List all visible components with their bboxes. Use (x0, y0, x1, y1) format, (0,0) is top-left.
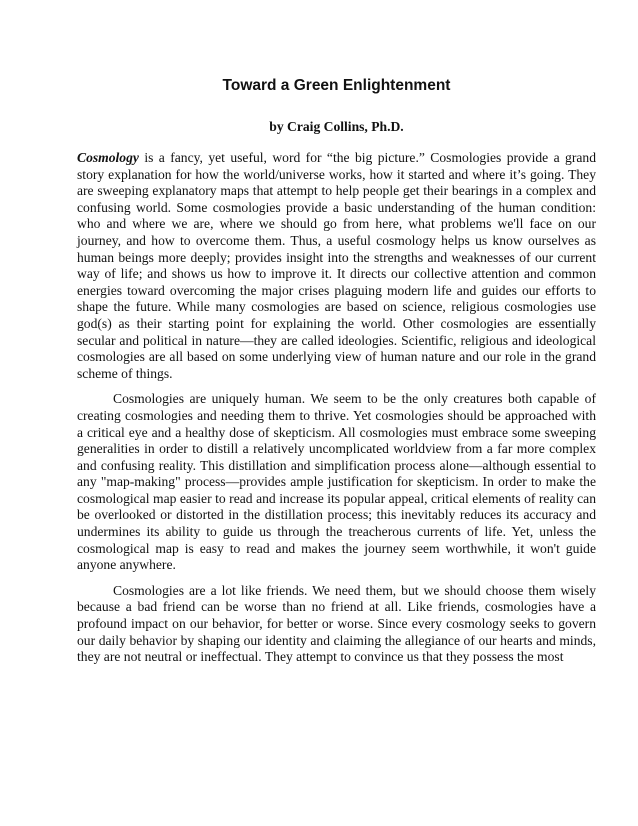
paragraph-3: Cosmologies are a lot like friends. We need them, but we should choose them wisely because a bad friend can be worse than no friend at all. Like friends, cosmologies have a profound impact on our behavior, for better or worse. Since every cosmology seeks to govern our daily behavior by shaping our identity and claiming the allegiance of our hearts and minds, they are not neutral or ineffectual. They attempt to convince us that they possess the most (77, 582, 596, 665)
author-byline: by Craig Collins, Ph.D. (269, 119, 404, 134)
paragraph-1 (77, 150, 596, 382)
paragraph-2: Cosmologies are uniquely human. We seem to be the only creatures both capable of creating cosmologies and needing them to thrive. Yet cosmologies should be approached with a critical eye and a healthy dose of skepticism. All cosmologies must embrace some sweeping generalities in order to distill a relatively uncomplicated worldview from a far more complex and confusing reality. This distillation and simplification process alone—although essential to any "map-making" process—provides ample justification for skepticism. In order to make the cosmological map easier to read and increase its popular appeal, critical elements of reality can be overlooked or distorted in the distillation process; this inevitably reduces its accuracy and undermines its ability to guide us through the treacherous currents of life. Yet, unless the cosmological map is easy to read and makes the journey seem worthwhile, it won't guide anyone anywhere. (77, 391, 596, 573)
document-page (77, 76, 596, 675)
document-title: Toward a Green Enlightenment (222, 77, 451, 94)
lead-term: Cosmology (77, 150, 139, 165)
paragraph-1-text: is a fancy, yet useful, word for “the big picture.” Cosmologies provide a grand story explanation for how the world/universe works, how it started and where it’s going. They are sweeping explanatory maps that attempt to help people get their bearings in a complex and confusing world. Some cosmologies provide a basic understanding of the human condition: who and where we are, where we should go from here, what problems we'll face on our journey, and how to overcome them. Thus, a useful cosmology helps us know ourselves as human beings more deeply; provides insight into the strengths and weaknesses of our current way of life; and shows us how to improve it. It directs our collective attention and common energies toward overcoming the major crises plaguing modern life and guides our efforts to shape the future. While many cosmologies are based on science, religious cosmologies use god(s) as their starting point for explaining the world. Other cosmologies are essentially secular and political in nature—they are called ideologies. Scientific, religious and ideological cosmologies are all based on some underlying view of human nature and our role in the grand scheme of things. (77, 150, 596, 381)
